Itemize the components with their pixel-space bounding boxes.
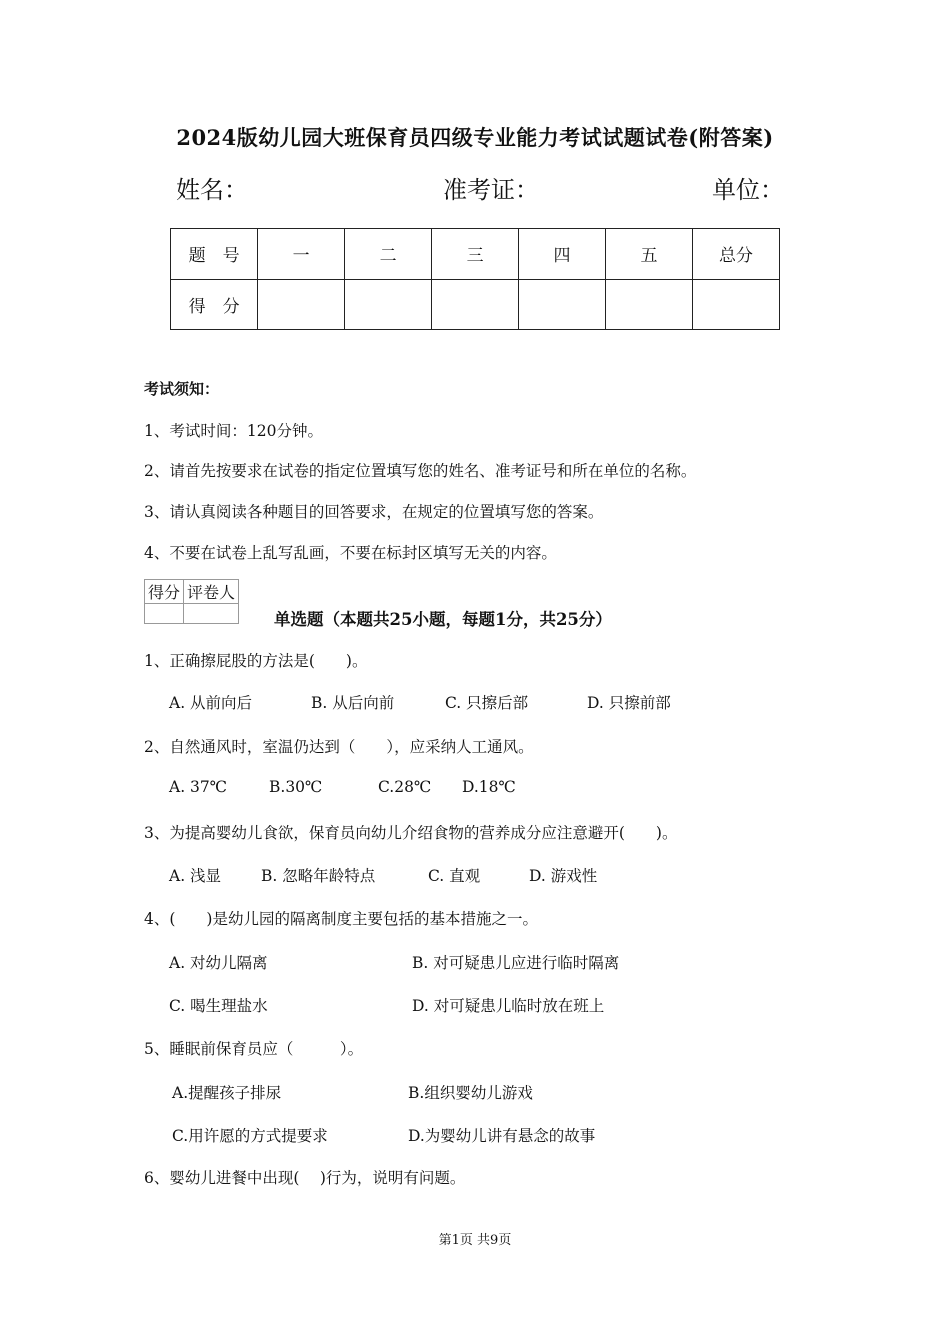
notice-heading: 考试须知： (144, 380, 220, 398)
question-2-option-b[interactable]: B.30℃ (269, 778, 323, 796)
question-1-option-c[interactable]: C. 只擦后部 (445, 694, 529, 712)
question-1: 1、正确擦屁股的方法是( )。 (144, 652, 368, 670)
question-3-option-a[interactable]: A. 浅显 (169, 867, 222, 885)
question-1-option-b[interactable]: B. 从后向前 (311, 694, 395, 712)
grader-reviewer-label: 评卷人 (184, 580, 239, 604)
question-2-option-c[interactable]: C.28℃ (378, 778, 432, 796)
score-cell-4[interactable] (519, 279, 606, 330)
score-table-header-row (171, 229, 780, 280)
question-5-option-b[interactable]: B.组织婴幼儿游戏 (408, 1084, 533, 1102)
score-row-label: 得 分 (171, 279, 258, 330)
score-header-total: 总分 (692, 229, 779, 280)
question-4-option-a[interactable]: A. 对幼儿隔离 (169, 954, 268, 972)
unit-field-label: 单位： (712, 176, 784, 204)
score-table-score-row (171, 279, 780, 330)
score-header-2: 二 (345, 229, 432, 280)
question-5-option-c[interactable]: C.用许愿的方式提要求 (172, 1127, 328, 1145)
score-header-1: 一 (258, 229, 345, 280)
grader-box (144, 579, 239, 624)
question-4: 4、( )是幼儿园的隔离制度主要包括的基本措施之一。 (144, 910, 538, 928)
score-header-label: 题 号 (171, 229, 258, 280)
score-header-4: 四 (519, 229, 606, 280)
question-3-option-d[interactable]: D. 游戏性 (529, 867, 598, 885)
notice-item: 3、请认真阅读各种题目的回答要求，在规定的位置填写您的答案。 (144, 503, 604, 521)
question-3-option-b[interactable]: B. 忽略年龄特点 (261, 867, 376, 885)
question-2-option-a[interactable]: A. 37℃ (169, 778, 228, 796)
section-title: 单选题（本题共25小题，每题1分，共25分） (274, 610, 612, 629)
question-2: 2、自然通风时，室温仍达到（ ），应采纳人工通风。 (144, 738, 534, 756)
score-cell-total[interactable] (692, 279, 779, 330)
score-cell-3[interactable] (432, 279, 519, 330)
exam-number-field-label: 准考证： (443, 176, 539, 204)
question-3: 3、为提高婴幼儿食欲，保育员向幼儿介绍食物的营养成分应注意避开( )。 (144, 824, 678, 842)
score-header-3: 三 (432, 229, 519, 280)
question-4-option-b[interactable]: B. 对可疑患儿应进行临时隔离 (412, 954, 620, 972)
page-footer: 第1页 共9页 (438, 1233, 512, 1248)
question-5: 5、睡眠前保育员应（ ）。 (144, 1040, 364, 1058)
grader-score-label: 得分 (145, 580, 184, 604)
score-cell-5[interactable] (606, 279, 693, 330)
notice-item: 2、请首先按要求在试卷的指定位置填写您的姓名、准考证号和所在单位的名称。 (144, 462, 697, 480)
question-3-option-c[interactable]: C. 直观 (428, 867, 481, 885)
grader-score-cell[interactable] (145, 604, 184, 624)
question-4-option-d[interactable]: D. 对可疑患儿临时放在班上 (412, 997, 605, 1015)
question-1-option-d[interactable]: D. 只擦前部 (587, 694, 671, 712)
question-5-option-a[interactable]: A.提醒孩子排尿 (172, 1084, 282, 1102)
name-field-label: 姓名： (176, 176, 248, 204)
question-1-option-a[interactable]: A. 从前向后 (169, 694, 253, 712)
grader-reviewer-cell[interactable] (184, 604, 239, 624)
question-4-option-c[interactable]: C. 喝生理盐水 (169, 997, 268, 1015)
question-2-option-d[interactable]: D.18℃ (462, 778, 516, 796)
notice-item: 4、不要在试卷上乱写乱画，不要在标封区填写无关的内容。 (144, 544, 557, 562)
question-5-option-d[interactable]: D.为婴幼儿讲有悬念的故事 (408, 1127, 596, 1145)
question-6: 6、婴幼儿进餐中出现( )行为，说明有问题。 (144, 1169, 466, 1187)
score-header-5: 五 (606, 229, 693, 280)
score-cell-2[interactable] (345, 279, 432, 330)
page-title: 2024版幼儿园大班保育员四级专业能力考试试题试卷(附答案) (176, 125, 774, 150)
notice-item: 1、考试时间：120分钟。 (144, 422, 323, 440)
score-table (170, 228, 780, 330)
score-cell-1[interactable] (258, 279, 345, 330)
